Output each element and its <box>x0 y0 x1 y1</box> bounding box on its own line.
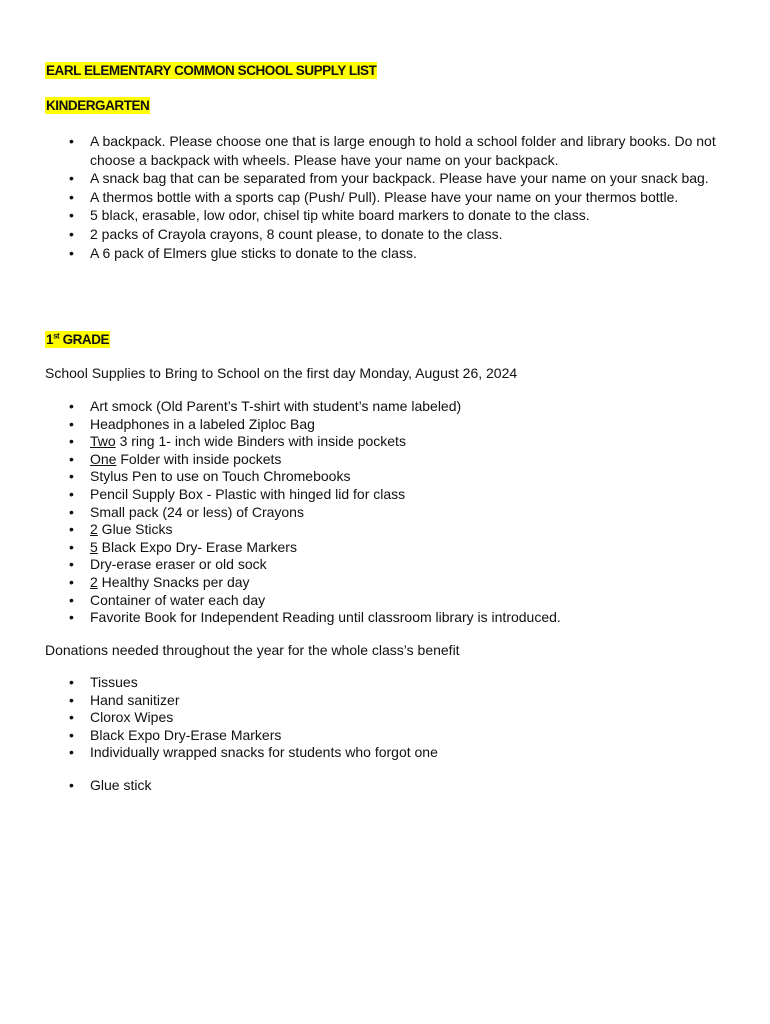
list-item: • Black Expo Dry-Erase Markers <box>69 726 282 743</box>
first-grade-heading <box>45 331 110 349</box>
list-item: • A thermos bottle with a sports cap (Push/ Pull). Please have your name on your thermos bottle. <box>69 188 679 205</box>
extra-list <box>45 777 735 795</box>
kindergarten-list <box>45 132 735 262</box>
list-item: • Two 3 ring 1- inch wide Binders with inside pockets <box>69 433 406 450</box>
list-item: • 2 packs of Crayola crayons, 8 count please, to donate to the class. <box>69 225 503 242</box>
donations-intro: Donations needed throughout the year for the whole class’s benefit <box>45 642 460 658</box>
list-item: • Pencil Supply Box - Plastic with hinged lid for class <box>69 485 406 502</box>
list-item: • Small pack (24 or less) of Crayons <box>69 503 304 520</box>
list-item: • Individually wrapped snacks for students who forgot one <box>69 744 438 761</box>
list-item: • Headphones in a labeled Ziploc Bag <box>69 415 315 432</box>
first-grade-intro: School Supplies to Bring to School on the first day Monday, August 26, 2024 <box>45 365 518 381</box>
first-grade-heading-text: 1st GRADE <box>46 331 110 347</box>
list-item: • Stylus Pen to use on Touch Chromebooks <box>69 468 351 485</box>
title-text: EARL ELEMENTARY COMMON SCHOOL SUPPLY LIST <box>46 63 377 78</box>
first-grade-list <box>45 398 735 627</box>
list-item: • 5 Black Expo Dry- Erase Markers <box>69 538 297 555</box>
kindergarten-heading-text: KINDERGARTEN <box>46 98 150 113</box>
list-item: • Dry-erase eraser or old sock <box>69 556 267 573</box>
list-item: • Tissues <box>69 674 138 690</box>
list-item: • Art smock (Old Parent’s T-shirt with student’s name labeled) <box>69 398 462 414</box>
list-item: • 5 black, erasable, low odor, chisel tip white board markers to donate to the class. <box>69 207 590 224</box>
list-item: • 2 Glue Sticks <box>69 521 173 538</box>
list-item: • 2 Healthy Snacks per day <box>69 573 250 590</box>
list-item: • Container of water each day <box>69 591 266 608</box>
kindergarten-heading <box>45 97 150 115</box>
list-item: • A backpack. Please choose one that is large enough to hold a school folder and library books. Do not choose a backpack with wheels. Please have your name on your backpack. <box>69 133 716 168</box>
donations-list <box>45 674 735 762</box>
list-item: • Favorite Book for Independent Reading until classroom library is introduced. <box>69 609 561 626</box>
list-item: • One Folder with inside pockets <box>69 450 282 467</box>
list-item: • Glue stick <box>69 777 152 793</box>
list-item: • Clorox Wipes <box>69 709 174 726</box>
list-item: • A snack bag that can be separated from your backpack. Please have your name on your snack bag. <box>69 170 709 187</box>
list-item: • Hand sanitizer <box>69 691 180 708</box>
document-title <box>45 62 377 80</box>
list-item: • A 6 pack of Elmers glue sticks to donate to the class. <box>69 244 417 261</box>
